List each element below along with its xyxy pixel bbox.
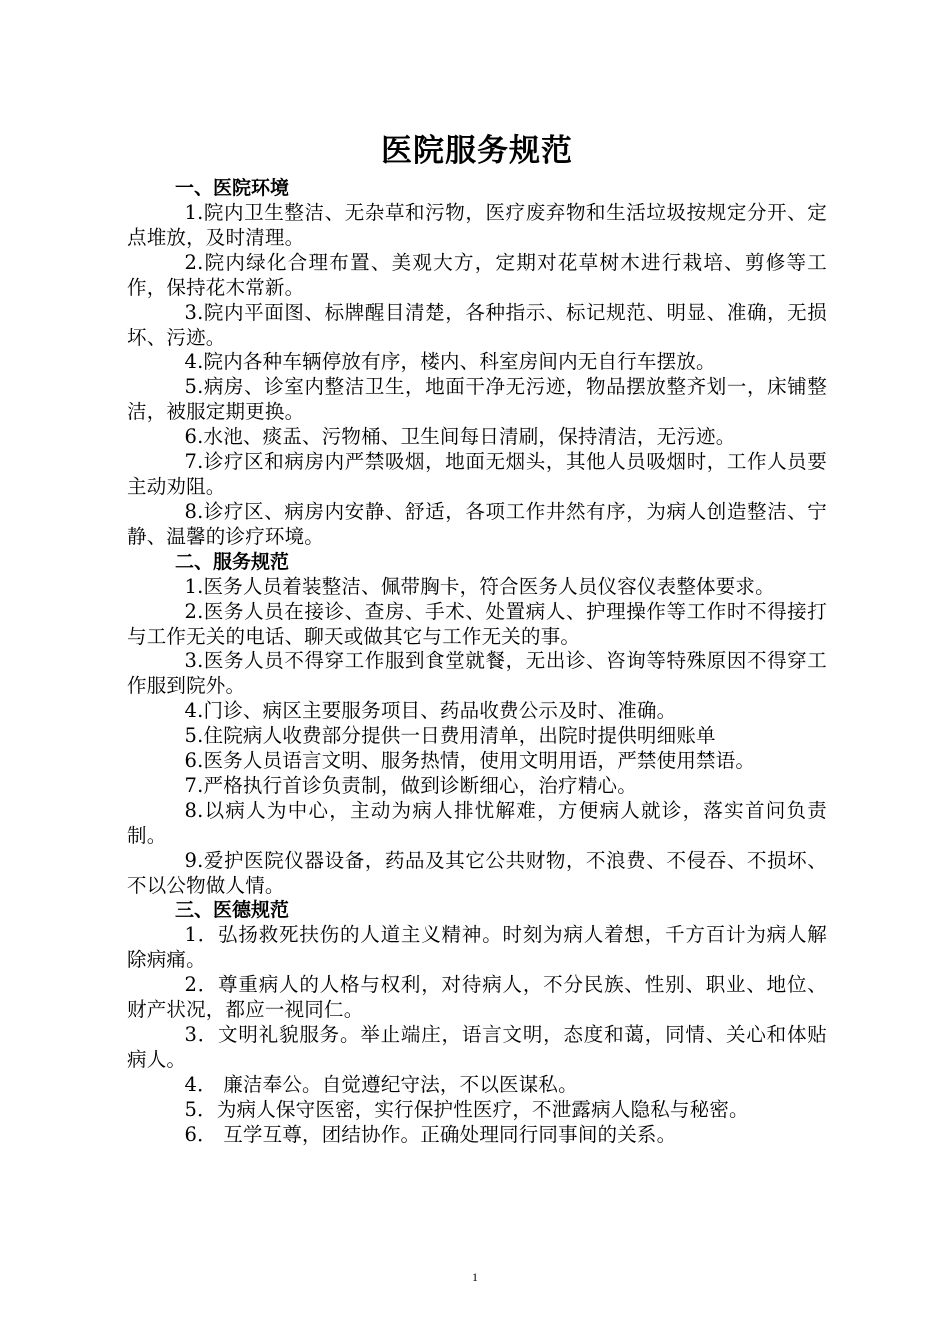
paragraph: 5.病房、诊室内整洁卫生，地面干净无污迹，物品摆放整齐划一，床铺整洁，被服定期更换。 xyxy=(127,375,827,424)
section-heading-environment: 一、医院环境 xyxy=(175,177,290,199)
section-heading-ethics: 三、医德规范 xyxy=(175,899,290,922)
section-heading-service: 二、服务规范 xyxy=(175,550,290,573)
paragraph: 1．弘扬救死扶伤的人道主义精神。时刻为病人着想，千方百计为病人解除病痛。 xyxy=(127,923,827,972)
paragraph: 6.水池、痰盂、污物桶、卫生间每日清刷，保持清洁，无污迹。 xyxy=(184,425,736,449)
paragraph: 9.爱护医院仪器设备，药品及其它公共财物，不浪费、不侵吞、不损坏、不以公物做人情。 xyxy=(127,848,827,897)
paragraph: 1.医务人员着装整洁、佩带胸卡，符合医务人员仪容仪表整体要求。 xyxy=(184,574,775,598)
paragraph: 2.院内绿化合理布置、美观大方，定期对花草树木进行栽培、剪修等工作，保持花木常新。 xyxy=(127,250,827,299)
document-page xyxy=(127,128,827,1148)
document-title: 医院服务规范 xyxy=(381,133,573,169)
paragraph: 3.院内平面图、标牌醒目清楚，各种指示、标记规范、明显、准确，无损坏、污迹。 xyxy=(127,300,827,349)
paragraph: 5．为病人保守医密，实行保护性医疗，不泄露病人隐私与秘密。 xyxy=(184,1097,749,1121)
paragraph: 3.医务人员不得穿工作服到食堂就餐，无出诊、咨询等特殊原因不得穿工作服到院外。 xyxy=(127,649,827,698)
paragraph: 7.严格执行首诊负责制，做到诊断细心，治疗精心。 xyxy=(184,773,637,797)
paragraph: 4.门诊、病区主要服务项目、药品收费公示及时、准确。 xyxy=(184,699,677,723)
paragraph: 3．文明礼貌服务。举止端庄，语言文明，态度和蔼，同情、关心和体贴病人。 xyxy=(127,1023,827,1071)
paragraph: 8.以病人为中心，主动为病人排忧解难，方便病人就诊，落实首问负责制。 xyxy=(127,798,827,847)
paragraph: 5.住院病人收费部分提供一日费用清单，出院时提供明细账单 xyxy=(184,724,716,748)
paragraph: 4.院内各种车辆停放有序，楼内、科室房间内无自行车摆放。 xyxy=(184,350,716,374)
paragraph: 7.诊疗区和病房内严禁吸烟，地面无烟头，其他人员吸烟时，工作人员要主动劝阻。 xyxy=(127,450,827,498)
paragraph: 2.医务人员在接诊、查房、手术、处置病人、护理操作等工作时不得接打与工作无关的电话、聊天或做其它与工作无关的事。 xyxy=(127,599,827,648)
paragraph: 6． 互学互尊，团结协作。正确处理同行同事间的关系。 xyxy=(184,1122,677,1146)
paragraph: 6.医务人员语言文明、服务热情，使用文明用语，严禁使用禁语。 xyxy=(184,749,756,773)
paragraph: 2．尊重病人的人格与权利，对待病人，不分民族、性别、职业、地位、财产状况，都应一视同仁。 xyxy=(127,973,827,1022)
paragraph: 1.院内卫生整洁、无杂草和污物，医疗废弃物和生活垃圾按规定分开、定点堆放，及时清理。 xyxy=(127,201,827,249)
paragraph: 4． 廉洁奉公。自觉遵纪守法，不以医谋私。 xyxy=(184,1072,578,1096)
paragraph: 8.诊疗区、病房内安静、舒适，各项工作井然有序，为病人创造整洁、宁静、温馨的诊疗环境。 xyxy=(127,499,827,548)
page-number: 1 xyxy=(472,1270,478,1284)
